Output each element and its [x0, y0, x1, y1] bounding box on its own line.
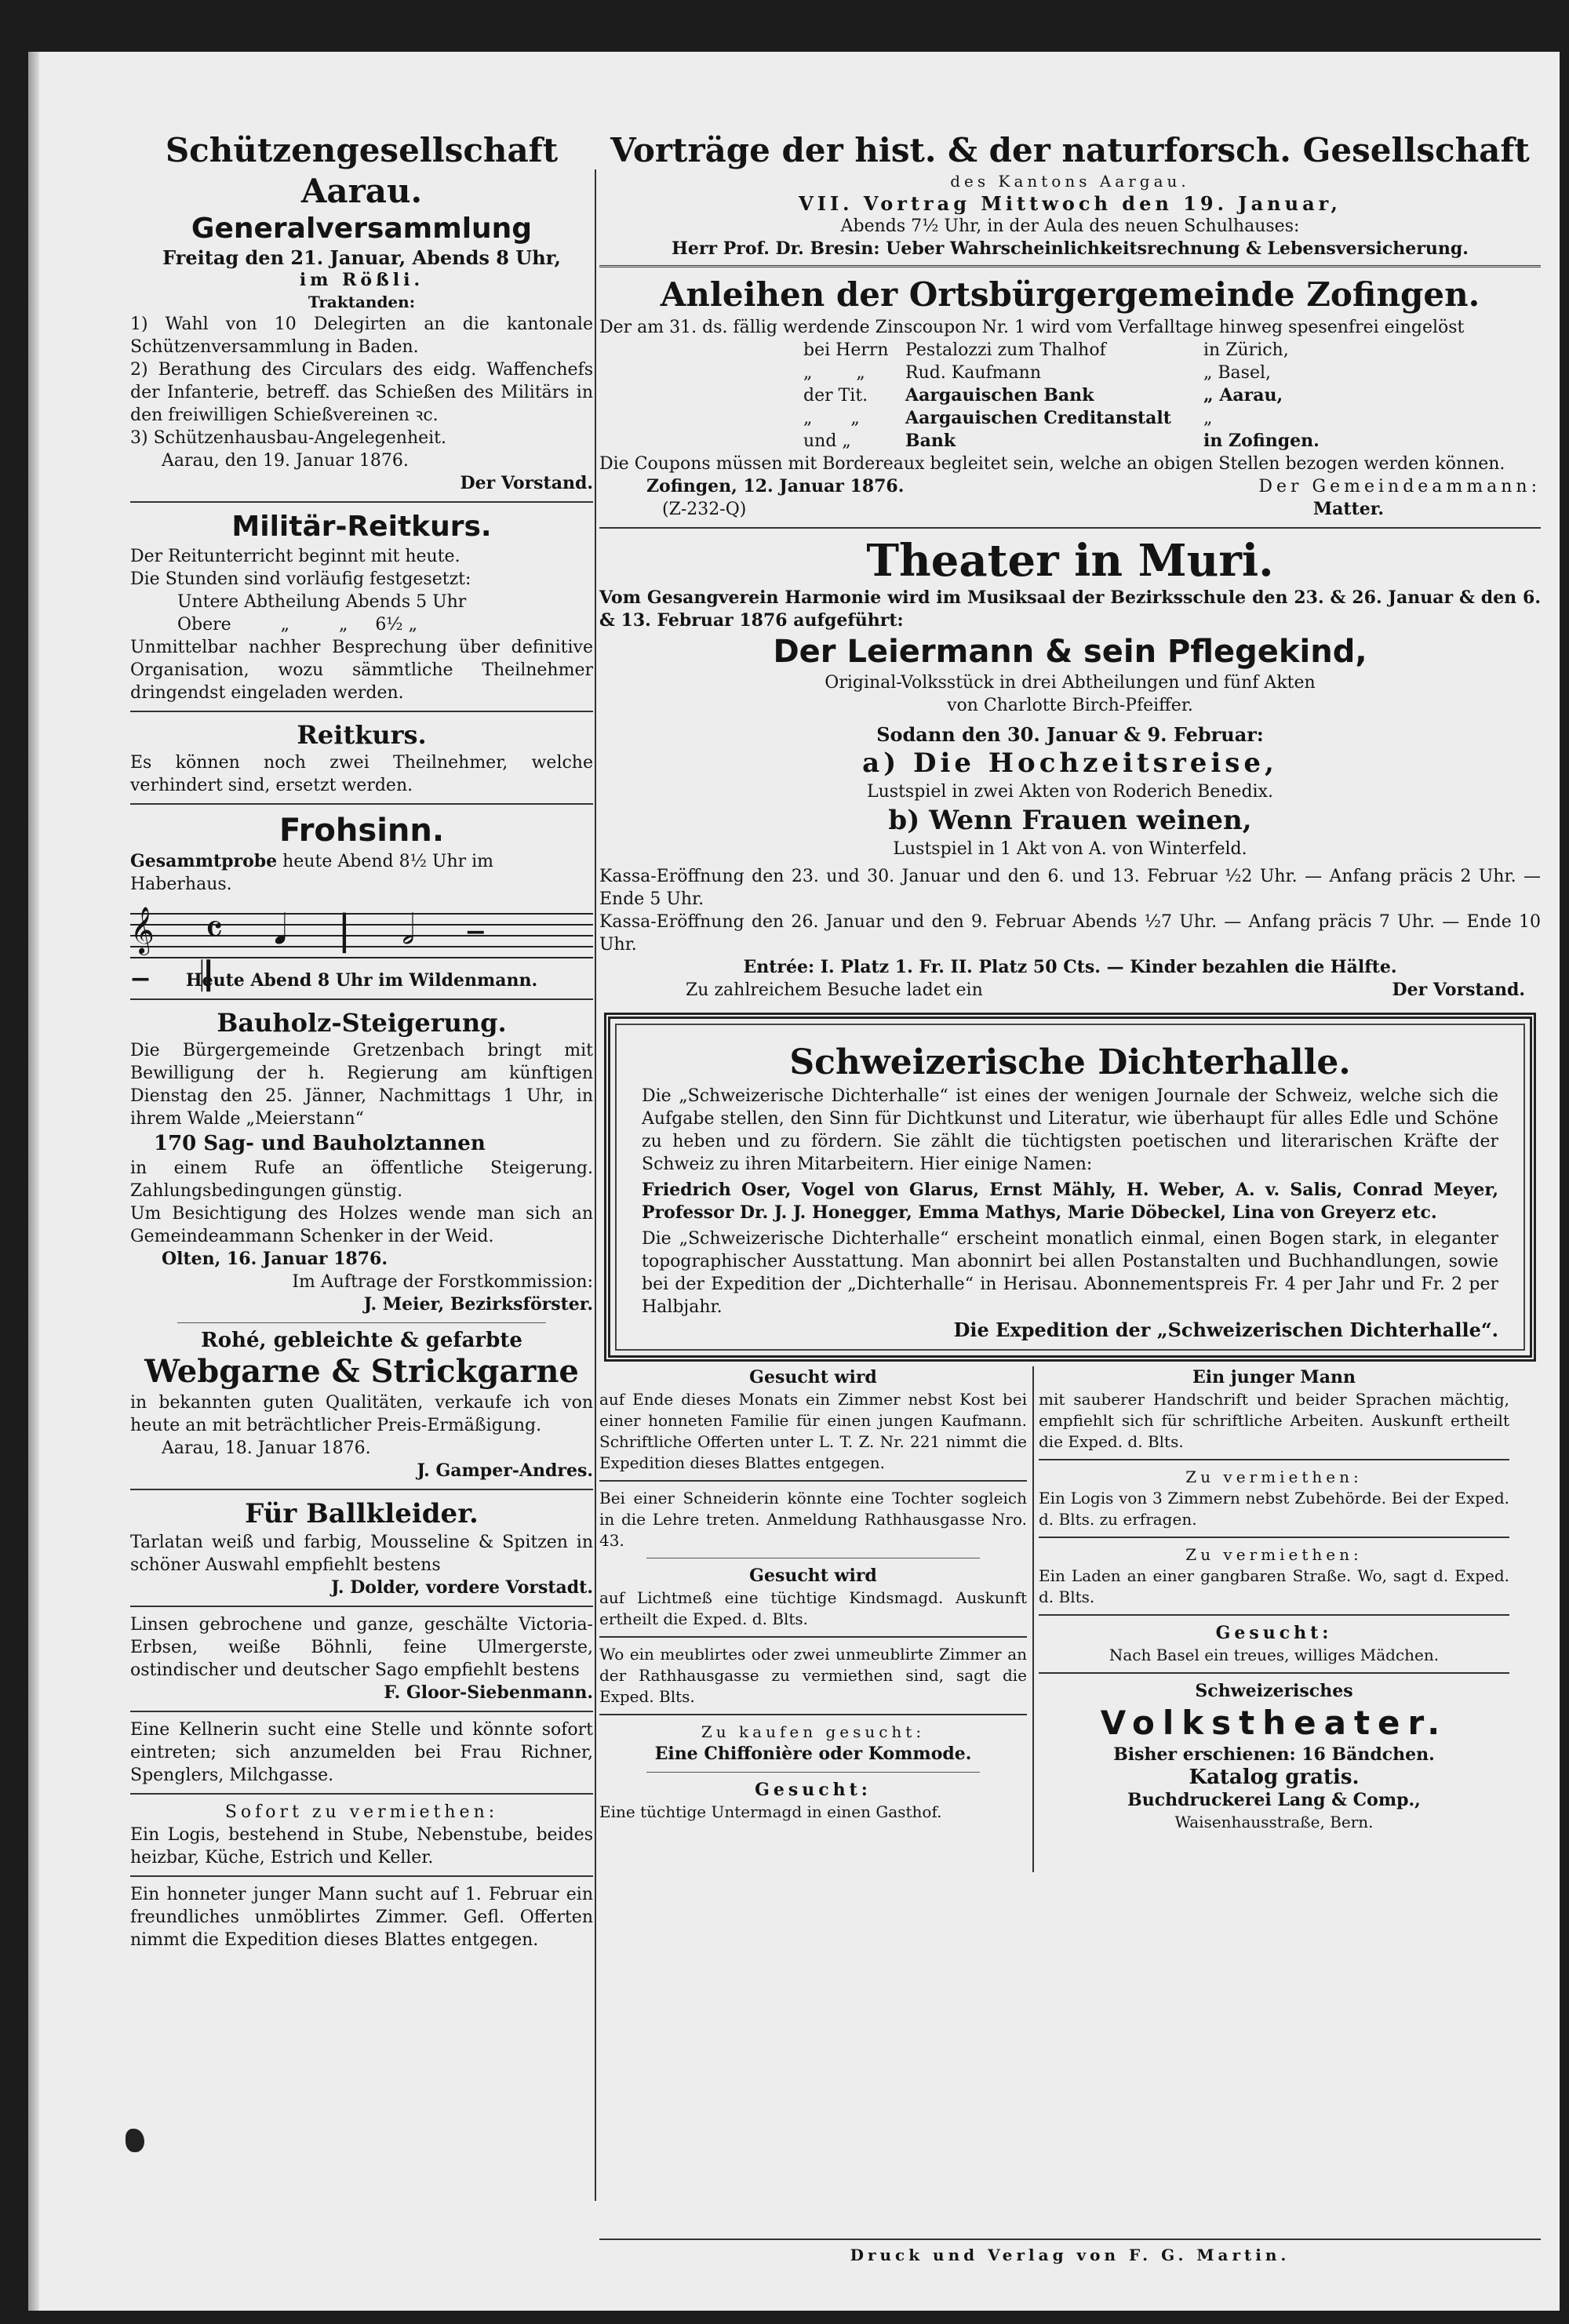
linsen-text: Linsen gebrochene und ganze, geschälte Victoria-Erbsen, weiße Böhnli, feine Ulmergerste, ostindischer und deutscher Sago empfiehlt bestens: [130, 1615, 593, 1680]
ad-frohsinn: [130, 811, 593, 1001]
theater-play-a-sub: Lustspiel in zwei Akten von Roderich Benedix.: [867, 782, 1273, 802]
theater-signature: Der Vorstand.: [1392, 980, 1525, 1000]
anleihen-title: Anleihen der Ortsbürgergemeinde Zofingen.: [660, 275, 1480, 314]
dichterhalle-signature: Die Expedition der „Schweizerischen Dichterhalle“.: [953, 1318, 1498, 1341]
divider: [130, 1489, 593, 1490]
sofort-text: Ein Logis, bestehend in Stube, Nebenstube, beides heizbar, Küche, Estrich und Keller.: [130, 1825, 593, 1868]
divider: [130, 1711, 593, 1712]
schuetzen-item-1: 1) Wahl von 10 Delegirten an die kantonale Schützenversammlung in Baden.: [130, 315, 593, 357]
ad-kaufen: [599, 1722, 1027, 1766]
gesucht1-heading: Gesucht wird: [749, 1367, 877, 1387]
schuetzen-traktanden: Traktanden:: [308, 293, 416, 311]
vortraege-title: Vorträge der hist. & der naturforsch. Gesellschaft: [610, 131, 1530, 169]
ad-anleihen: [599, 274, 1541, 521]
ballkleider-title: Für Ballkleider.: [245, 1498, 479, 1529]
theater-play-b-sub: Lustspiel in 1 Akt von A. von Winterfeld.: [893, 839, 1247, 859]
schuetzen-item-3: 3) Schützenhausbau-Angelegenheit.: [130, 428, 447, 448]
divider: [130, 1793, 593, 1795]
anleihen-row: [803, 362, 1541, 384]
right-column: [599, 130, 1541, 1876]
theater-play: Der Leiermann & sein Pflegekind,: [773, 634, 1367, 670]
dichterhalle-title: Schweizerische Dichterhalle.: [789, 1042, 1351, 1082]
frohsinn-title: Frohsinn.: [278, 813, 445, 849]
ad-kellnerin: [130, 1718, 593, 1787]
anleihen-row-b: Aargauischen Creditanstalt: [905, 408, 1171, 428]
gesucht2-heading: Gesucht wird: [749, 1566, 877, 1586]
reitkurs-main-text: Unmittelbar nachher Besprechung über definitive Organisation, wozu sämmtliche Theilnehmer dringendst eingeladen werden.: [130, 638, 593, 703]
reitkurs-main-title: Militär-Reitkurs.: [231, 511, 492, 543]
gesucht1-text: auf Ende dieses Monats ein Zimmer nebst Kost bei einer honneten Familie für einen jungen Kaufmann. Schriftliche Offerten unter L. T. Z. Nr. 221 nimmt die Expedition dieses Blattes entgegen.: [599, 1390, 1027, 1472]
volkstheater-line4: Buchdruckerei Lang & Comp.,: [1127, 1790, 1421, 1810]
vortraege-sub: des Kantons Aargau.: [950, 172, 1190, 191]
gesucht3-heading: Gesucht:: [755, 1780, 872, 1800]
gesucht4-text: Nach Basel ein treues, williges Mädchen.: [1108, 1646, 1440, 1664]
anleihen-place-date: Zofingen, 12. Januar 1876.: [646, 476, 905, 496]
divider: [599, 1714, 1027, 1715]
kaufen-text: Eine Chiffonière oder Kommode.: [654, 1744, 972, 1764]
divider: [646, 1772, 980, 1773]
ad-untermagd: [599, 1779, 1027, 1823]
ad-kindsmagd: [599, 1565, 1027, 1630]
ad-webgarne: [130, 1329, 593, 1482]
anleihen-row: [803, 430, 1541, 453]
anleihen-row-b: Aargauischen Bank: [905, 385, 1094, 406]
schuetzen-line1: Freitag den 21. Januar, Abends 8 Uhr,: [162, 246, 561, 269]
small-ads-section: [599, 1366, 1541, 1876]
anleihen-row-b: Pestalozzi zum Thalhof: [905, 340, 1106, 360]
dichterhalle-names: Friedrich Oser, Vogel von Glarus, Ernst Mähly, H. Weber, A. v. Salis, Conrad Meyer, Professor Dr. J. J. Honegger, Emma Mathys, Marie Döbeckel, Lina von Greyerz etc.: [642, 1180, 1498, 1223]
newspaper-page: [28, 52, 1560, 2311]
anleihen-row-c: in Zofingen.: [1203, 431, 1320, 451]
divider: [130, 501, 593, 503]
volkstheater-line2: Bisher erschienen: 16 Bändchen.: [1113, 1744, 1435, 1765]
anleihen-row-a: der Tit.: [803, 386, 868, 406]
anleihen-signature: Matter.: [1312, 499, 1384, 519]
music-notes: 𝄞 𝄴 𝅘𝅥 | 𝅗𝅥 – – 𝄂: [130, 907, 505, 1001]
schuetzen-item-2: 2) Berathung des Circulars des eidg. Waffenchefs der Infanterie, betreff. das Schießen des Militärs in den freiwilligen Schießvereinen ꝛc.: [130, 360, 593, 425]
dichterhalle-p2: Die „Schweizerische Dichterhalle“ erscheint monatlich einmal, einen Bogen stark, in eleganter topographischer Ausstattung. Man abonnirt bei allen Postanstalten und Buchhandlungen, sowie bei der Expedition der „Dichterhalle“ in Herisau. Abonnementspreis Fr. 4 per Jahr und Fr. 2 per Halbjahr.: [642, 1229, 1498, 1317]
ad-sofort-vermiethen: [130, 1801, 593, 1869]
bauholz-title: Bauholz-Steigerung.: [217, 1008, 507, 1038]
divider: [130, 711, 593, 712]
anleihen-row-a: „ „: [803, 409, 860, 428]
ad-dichterhalle-box: [604, 1013, 1536, 1362]
ad-vermiethen-laden: [1039, 1544, 1509, 1608]
ad-linsen: [130, 1613, 593, 1704]
divider: [1039, 1537, 1509, 1538]
ad-reitkurs: [130, 718, 593, 797]
anleihen-table: [599, 339, 1541, 453]
ad-gesucht-zimmer: [599, 1366, 1027, 1474]
divider: [130, 1606, 593, 1607]
ad-maedchen: [1039, 1622, 1509, 1666]
reitkurs-main-line2: Die Stunden sind vorläufig festgesetzt:: [130, 569, 471, 589]
theater-intro: Vom Gesangverein Harmonie wird im Musiksaal der Bezirksschule den 23. & 26. Januar & den 6. & 13. Februar 1876 aufgeführt:: [599, 587, 1541, 631]
divider: [599, 1480, 1027, 1482]
page-edge-shadow: [28, 52, 39, 2311]
gesucht2-text: auf Lichtmeß eine tüchtige Kindsmagd. Auskunft ertheilt die Exped. d. Blts.: [599, 1588, 1027, 1628]
reitkurs-title: Reitkurs.: [297, 720, 427, 750]
anleihen-sig-label: Der Gemeindeammann:: [1258, 477, 1541, 496]
anleihen-intro: Der am 31. ds. fällig werdende Zinscoupon Nr. 1 wird vom Verfalltage hinweg spesenfrei eingelöst: [599, 318, 1465, 337]
ad-schneiderin: [599, 1488, 1027, 1551]
theater-invite: Zu zahlreichem Besuche ladet ein: [686, 980, 983, 1000]
ballkleider-signature: J. Dolder, vordere Vorstadt.: [331, 1577, 593, 1598]
anleihen-row: [803, 407, 1541, 430]
divider: [130, 1875, 593, 1877]
divider: [1039, 1459, 1509, 1460]
sofort-heading: Sofort zu vermiethen:: [224, 1802, 499, 1822]
bauholz-highlight: 170 Sag- und Bauholztannen: [154, 1132, 486, 1155]
divider: [130, 803, 593, 805]
schneiderin-text: Bei einer Schneiderin könnte eine Tochter sogleich in die Lehre treten. Anmeldung Rathhausgasse Nro. 43.: [599, 1489, 1027, 1550]
bauholz-p1: Die Bürgergemeinde Gretzenbach bringt mit Bewilligung der h. Regierung am künftigen Dienstag den 25. Jänner, Nachmittags 1 Uhr, in ihrem Walde „Meierstann“: [130, 1041, 593, 1129]
divider: [599, 265, 1541, 267]
theater-title: Theater in Muri.: [866, 535, 1274, 587]
reitkurs-main-line1: Der Reitunterricht beginnt mit heute.: [130, 547, 461, 566]
anleihen-row-c: „: [1203, 409, 1213, 428]
bauholz-p3: Um Besichtigung des Holzes wende man sich an Gemeindeammann Schenker in der Weid.: [130, 1204, 593, 1246]
webgarne-line1: Rohé, gebleichte & gefarbte: [201, 1329, 522, 1352]
frohsinn-text-bold: Gesammtprobe: [130, 851, 278, 871]
divider: [599, 527, 1541, 529]
reitkurs-text: Es können noch zwei Theilnehmer, welche verhindert sind, ersetzt werden.: [130, 753, 593, 795]
theater-play-sub: Original-Volksstück in drei Abtheilungen und fünf Akten: [825, 673, 1316, 693]
zimmer-text: Ein honneter junger Mann sucht auf 1. Februar ein freundliches unmöblirtes Zimmer. Gefl. Offerten nimmt die Expedition dieses Blattes entgegen.: [130, 1885, 593, 1950]
theater-kassa2: Kassa-Eröffnung den 26. Januar und den 9. Februar Abends ½7 Uhr. — Anfang präcis 7 Uhr. — Ende 10 Uhr.: [599, 912, 1541, 955]
theater-then: Sodann den 30. Januar & 9. Februar:: [876, 723, 1264, 746]
linsen-signature: F. Gloor-Siebenmann.: [384, 1682, 593, 1703]
ad-junger-mann: [1039, 1366, 1509, 1453]
ad-militaer-reitkurs: [130, 509, 593, 704]
verm1-heading: Zu vermiethen:: [1185, 1468, 1363, 1486]
imprint-text: Druck und Verlag von F. G. Martin.: [850, 2246, 1291, 2264]
ballkleider-text: Tarlatan weiß und farbig, Mousseline & Spitzen in schöner Auswahl empfiehlt bestens: [130, 1533, 593, 1575]
column-rule: [595, 169, 596, 2201]
verm2-heading: Zu vermiethen:: [1185, 1545, 1363, 1564]
divider: [1039, 1614, 1509, 1616]
webgarne-title: Webgarne & Strickgarne: [144, 1353, 579, 1390]
frohsinn-text: heute Abend 8½ Uhr im Haberhaus.: [130, 852, 494, 894]
schuetzen-title: Schützengesellschaft Aarau.: [165, 131, 559, 210]
volkstheater-line5: Waisenhausstraße, Bern.: [1174, 1813, 1374, 1831]
ad-zimmer-gesucht: [130, 1883, 593, 1951]
vortraege-line2: Abends 7½ Uhr, in der Aula des neuen Schulhauses:: [840, 216, 1300, 236]
webgarne-text: in bekannten guten Qualitäten, verkaufe ich von heute an mit beträchtlicher Preis-Ermäßigung.: [130, 1393, 593, 1435]
schuetzen-place-date: Aarau, den 19. Januar 1876.: [162, 451, 409, 471]
left-column: [130, 130, 593, 1951]
volkstheater-line3: Katalog gratis.: [1189, 1766, 1360, 1789]
anleihen-row-b: Bank: [905, 431, 956, 451]
divider: [599, 1636, 1027, 1638]
mann-text: mit sauberer Handschrift und beider Sprachen mächtig, empfiehlt sich für schriftliche Arbeiten. Auskunft ertheilt die Exped. d. Blts.: [1039, 1390, 1509, 1451]
volkstheater-title: Volkstheater.: [1100, 1704, 1448, 1742]
theater-play-b: b) Wenn Frauen weinen,: [888, 805, 1252, 836]
ad-ballkleider: [130, 1497, 593, 1599]
ad-schuetzengesellschaft: [130, 130, 593, 495]
kellnerin-text: Eine Kellnerin sucht eine Stelle und könnte sofort eintreten; sich anzumelden bei Frau Richner, Spenglers, Milchgasse.: [130, 1720, 593, 1785]
verm2-text: Ein Laden an einer gangbaren Straße. Wo, sagt d. Exped. d. Blts.: [1039, 1566, 1509, 1606]
anleihen-code: (Z-232-Q): [662, 500, 747, 519]
frohsinn-caption: Heute Abend 8 Uhr im Wildenmann.: [185, 970, 538, 991]
imprint-footer: [599, 2239, 1541, 2266]
dichterhalle-p1: Die „Schweizerische Dichterhalle“ ist eines der wenigen Journale der Schweiz, welche sich die Aufgabe stellen, den Sinn für Dichtkunst und Literatur, wie überhaupt für alles Edle und Schöne zu heben und zu fördern. Sie zählt die tüchtigsten poetischen und literarischen Kräfte der Schweiz zu ihren Mitarbeitern. Hier einige Namen:: [642, 1086, 1498, 1174]
theater-play-a: a) Die Hochzeitsreise,: [862, 747, 1278, 779]
vortraege-line3: Herr Prof. Dr. Bresin: Ueber Wahrscheinlichkeitsrechnung & Lebensversicherung.: [672, 238, 1469, 259]
divider: [177, 1322, 546, 1323]
bauholz-auftrag: Im Auftrage der Forstkommission:: [292, 1272, 593, 1292]
schuetzen-signature: Der Vorstand.: [460, 473, 593, 493]
anleihen-row-c: in Zürich,: [1203, 340, 1289, 360]
reitkurs-main-row1: Untere Abtheilung Abends 5 Uhr: [177, 592, 467, 612]
ink-blot: [126, 2129, 144, 2152]
bauholz-place-date: Olten, 16. Januar 1876.: [162, 1249, 388, 1269]
theater-play-author: von Charlotte Birch-Pfeiffer.: [947, 696, 1193, 715]
reitkurs-main-row2: Obere „ „ 6½ „: [177, 615, 418, 635]
vortraege-line1: VII. Vortrag Mittwoch den 19. Januar,: [799, 192, 1341, 215]
small-ads-left: [599, 1366, 1027, 1823]
bauholz-p2: in einem Rufe an öffentliche Steigerung. Zahlungsbedingungen günstig.: [130, 1158, 593, 1201]
anleihen-row-b: Rud. Kaufmann: [905, 363, 1041, 383]
anleihen-text: Die Coupons müssen mit Bordereaux begleitet sein, welche an obigen Stellen bezogen werden können.: [599, 454, 1505, 474]
ad-bauholz: [130, 1006, 593, 1316]
gesucht4-heading: Gesucht:: [1215, 1623, 1333, 1643]
anleihen-row-c: „ Aarau,: [1203, 385, 1283, 406]
ad-vermiethen-logis: [1039, 1467, 1509, 1530]
schuetzen-items: [130, 313, 593, 449]
anleihen-row-a: „ „: [803, 363, 865, 383]
webgarne-place-date: Aarau, 18. Januar 1876.: [162, 1438, 371, 1458]
bauholz-signature: J. Meier, Bezirksförster.: [363, 1294, 593, 1315]
webgarne-signature: J. Gamper-Andres.: [417, 1460, 593, 1481]
divider: [1039, 1672, 1509, 1674]
schuetzen-line2: im Rößli.: [299, 270, 424, 290]
anleihen-row-a: bei Herrn: [803, 340, 889, 360]
ad-volkstheater: [1039, 1680, 1509, 1833]
verm1-text: Ein Logis von 3 Zimmern nebst Zubehörde. Bei der Exped. d. Blts. zu erfragen.: [1039, 1489, 1509, 1529]
theater-kassa1: Kassa-Eröffnung den 23. und 30. Januar und den 6. und 13. Februar ½2 Uhr. — Anfang präcis 2 Uhr. — Ende 5 Uhr.: [599, 867, 1541, 909]
volkstheater-line1: Schweizerisches: [1195, 1681, 1353, 1701]
mann-heading: Ein junger Mann: [1192, 1367, 1356, 1387]
column-rule: [1032, 1366, 1034, 1872]
anleihen-row-a: und „: [803, 431, 851, 451]
gesucht3-text: Eine tüchtige Untermagd in einen Gasthof.: [599, 1802, 942, 1821]
theater-entree: Entrée: I. Platz 1. Fr. II. Platz 50 Cts. — Kinder bezahlen die Hälfte.: [743, 957, 1397, 977]
ad-meublirtes: [599, 1644, 1027, 1708]
meublirtes-text: Wo ein meublirtes oder zwei unmeublirte Zimmer an der Rathhausgasse zu vermiethen sind, sagt die Exped. Blts.: [599, 1645, 1027, 1706]
anleihen-row: [803, 339, 1541, 362]
anleihen-row: [803, 384, 1541, 407]
anleihen-row-c: „ Basel,: [1203, 363, 1272, 383]
ad-theater-muri: [599, 535, 1541, 1002]
ad-vortraege: [599, 130, 1541, 260]
schuetzen-heading: Generalversammlung: [191, 213, 533, 245]
kaufen-heading: Zu kaufen gesucht:: [701, 1722, 926, 1741]
small-ads-right: [1039, 1366, 1509, 1833]
